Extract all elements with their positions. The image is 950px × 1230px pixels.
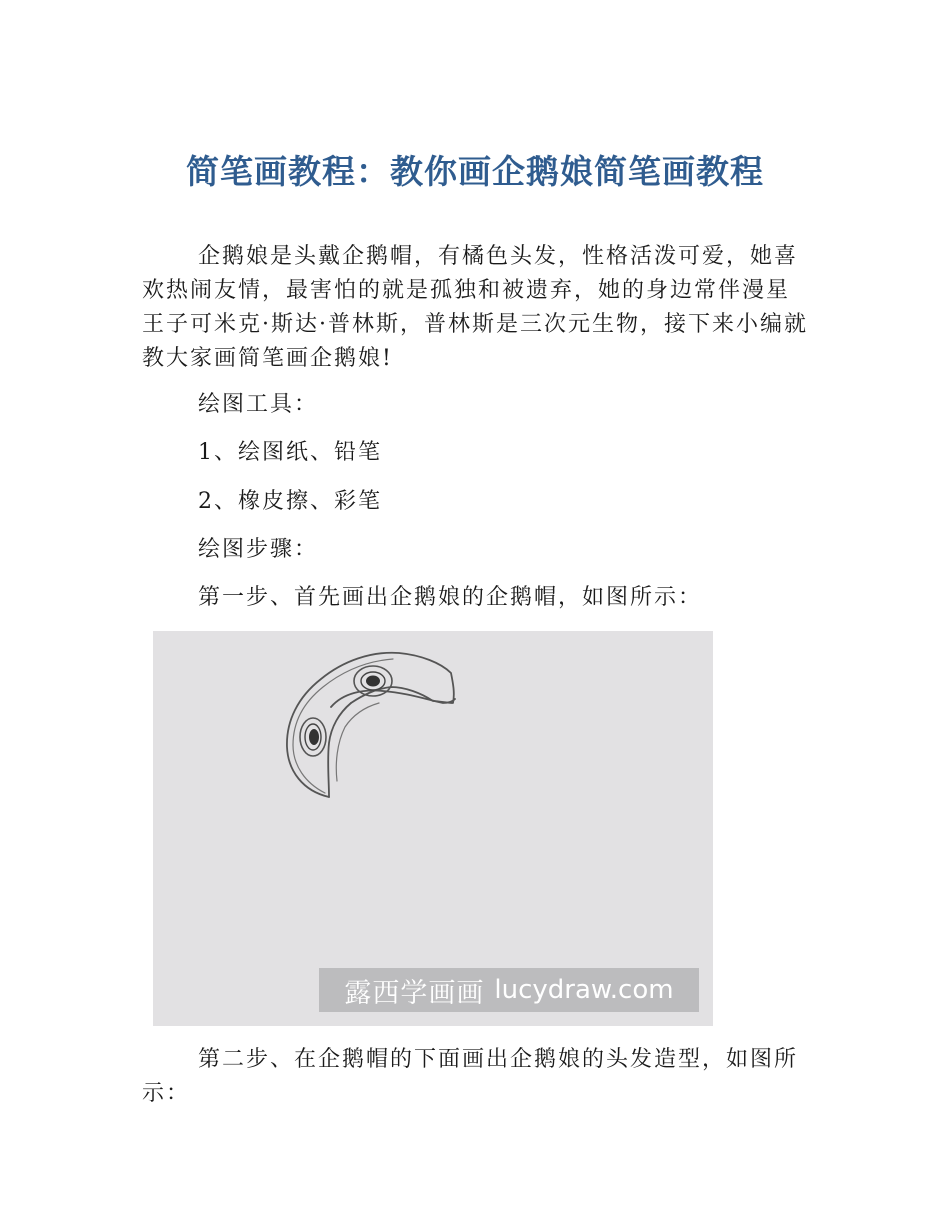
hat-eye-side — [300, 718, 326, 756]
intro-paragraph: 企鹅娘是头戴企鹅帽，有橘色头发，性格活泼可爱，她喜欢热闹友情，最害怕的就是孤独和被遗弃，她的身边常伴漫星王子可米克·斯达·普林斯，普林斯是三次元生物，接下来小编就教大家画简笔画企鹅娘! — [142, 244, 808, 371]
step-1-text: 第一步、首先画出企鹅娘的企鹅帽，如图所示： — [198, 585, 703, 610]
watermark-url: lucydraw.com — [494, 975, 674, 1005]
page-title: 简笔画教程：教你画企鹅娘简笔画教程 — [186, 152, 764, 191]
steps-heading: 绘图步骤： — [198, 537, 319, 562]
tool-item: 1、绘图纸、铅笔 — [198, 440, 382, 465]
tool-item: 2、橡皮擦、彩笔 — [198, 489, 382, 514]
hat-brim-outline — [328, 703, 351, 797]
penguin-hat-sketch — [153, 631, 713, 1026]
step-2-text: 第二步、在企鹅帽的下面画出企鹅娘的头发造型，如图所示： — [142, 1047, 799, 1106]
watermark-chinese: 露西学画画 — [344, 977, 485, 1009]
step-1-illustration — [153, 631, 713, 1026]
tools-heading: 绘图工具： — [198, 392, 319, 417]
watermark — [319, 968, 699, 1012]
hat-outer-outline — [287, 653, 454, 797]
